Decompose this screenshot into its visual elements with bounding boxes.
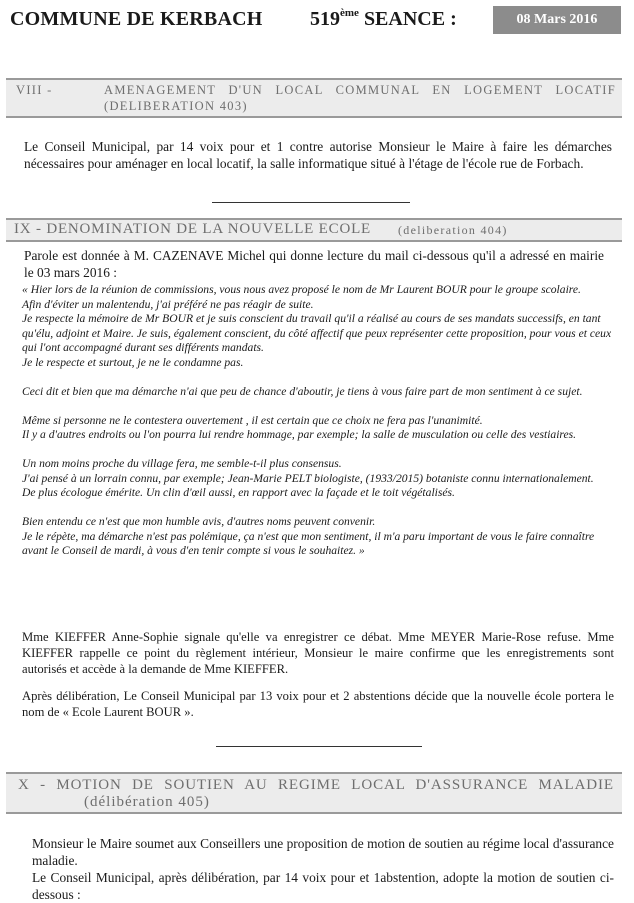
quote-paragraph <box>22 385 612 400</box>
seance-num: 519 <box>310 8 340 30</box>
section-viii-number: VIII - <box>16 83 53 97</box>
section-viii-body: Le Conseil Municipal, par 14 voix pour et 1 contre autorise Monsieur le Maire à faire les démarches nécessaires pour aménager en local locatif, la salle informatique situé à l'étage de l'école rue de Forbach. <box>24 139 612 171</box>
seance-date: 08 Mars 2016 <box>493 6 621 34</box>
quote-paragraph <box>22 457 612 501</box>
quoted-mail <box>22 283 612 559</box>
divider <box>212 202 410 203</box>
section-viii-heading <box>6 78 622 118</box>
quote-text: Même si personne ne le contestera ouvertement , il est certain que ce choix ne fera pas l'unanimité. Il y a d'autres endroits ou l'on pourra lui rendre hommage, par exemple; la salle de musculation ou celle des vestiaires. <box>22 413 577 441</box>
quote-text: « Hier lors de la réunion de commissions, vous nous avez proposé le nom de Mr Laurent BOUR pour le groupe scolaire. Afin d'éviter un malentendu, j'ai préféré ne pas réagir de suite. Je respecte la mémoire de Mr BOUR et je suis conscient du travail qu'il a réalisé au cours de ses mandats successifs, en tant qu'élu, adjoint et Maire. Je suis, également conscient, du côté affectif que peux représenter cette proposition, pour vous et ceux qui l'ont accompagné durant ses différents mandats. Je le respecte et surtout, je ne le condamne pas. <box>22 283 612 369</box>
quote-text: Ceci dit et bien que ma démarche n'ai que peu de chance d'aboutir, je tiens à vous faire part de mon sentiment à ce sujet. <box>22 384 583 398</box>
section-ix-title: IX - DENOMINATION DE LA NOUVELLE ECOLE <box>14 221 372 237</box>
section-x-body-1: Monsieur le Maire soumet aux Conseillers une proposition de motion de soutien au régime local d'assurance maladie. <box>32 836 614 868</box>
section-x-delib: (délibération 405) <box>84 794 210 810</box>
commune-name: COMMUNE DE KERBACH <box>10 8 263 30</box>
seance-number <box>310 7 457 31</box>
quote-text: Un nom moins proche du village fera, me semble-t-il plus consensus. J'ai pensé à un lorrain connu, par exemple; Jean-Marie PELT biologiste, (1933/2015) botaniste connu internationalement. De plus écologue émérite. Un clin d'œil aussi, en rapport avec la façade et le toit végétalisés. <box>22 457 594 499</box>
section-x-body-2: Le Conseil Municipal, après délibération, par 14 voix pour et 1abstention, adopte la motion de soutien ci-dessous : <box>32 870 614 902</box>
section-x-title: X - MOTION DE SOUTIEN AU REGIME LOCAL D'ASSURANCE MALADIE <box>18 777 614 793</box>
quote-paragraph <box>22 414 612 443</box>
divider <box>216 746 422 747</box>
seance-sup: ème <box>340 7 359 19</box>
section-ix-intro: Parole est donnée à M. CAZENAVE Michel qui donne lecture du mail ci-dessous qu'il a adressé en mairie le 03 mars 2016 : <box>24 248 604 280</box>
section-viii-title: AMENAGEMENT D'UN LOCAL COMMUNAL EN LOGEMENT LOCATIF <box>104 83 616 97</box>
section-x-heading <box>6 772 622 814</box>
seance-word: SEANCE : <box>363 8 457 30</box>
section-ix-decision: Après délibération, Le Conseil Municipal par 13 voix pour et 2 abstentions décide que la nouvelle école portera le nom de « Ecole Laurent BOUR ». <box>22 689 614 719</box>
section-ix-recording: Mme KIEFFER Anne-Sophie signale qu'elle va enregistrer ce débat. Mme MEYER Marie-Rose refuse. Mme KIEFFER rappelle ce point du règlement intérieur, Monsieur le maire confirme que les enregistrements sont autorisés et accède à la demande de Mme KIEFFER. <box>22 630 614 676</box>
section-ix-delib: (deliberation 404) <box>398 223 508 237</box>
quote-paragraph <box>22 283 612 370</box>
quote-text: Bien entendu ce n'est que mon humble avis, d'autres noms peuvent convenir. Je le répète, ma démarche n'est pas polémique, ça n'est que mon sentiment, il m'a paru important de vous le faire connaître avant le Conseil de mardi, à vous d'en tenir compte si vous le souhaitez. » <box>22 515 595 557</box>
quote-paragraph <box>22 515 612 559</box>
section-viii-delib: (DELIBERATION 403) <box>104 99 248 113</box>
section-ix-heading <box>6 218 622 242</box>
page-header <box>6 6 628 36</box>
